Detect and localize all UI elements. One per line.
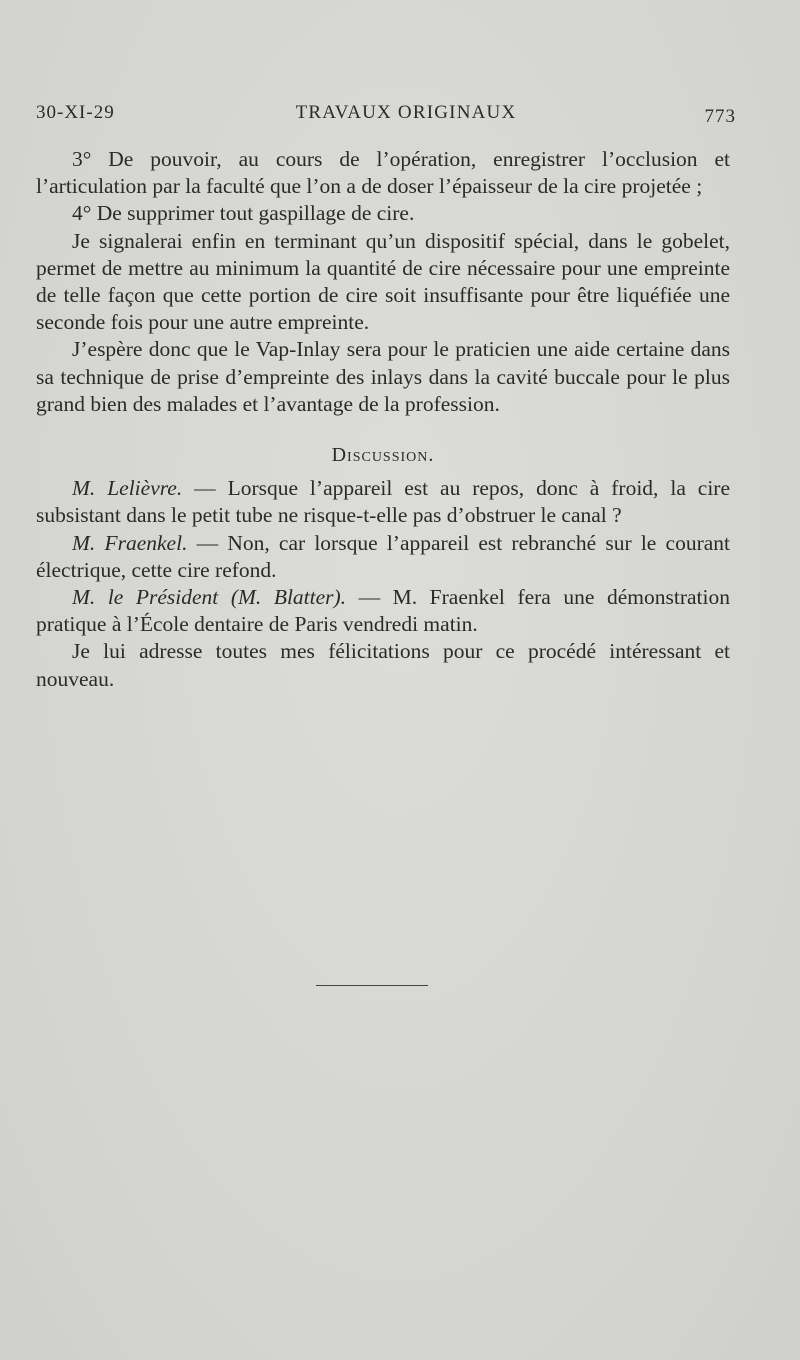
running-header bbox=[36, 100, 736, 130]
page-number: 773 bbox=[704, 106, 736, 127]
exchange-text: — Lorsque l’appareil est au repos, donc à froid, la cire subsistant dans le petit tube ne risque-t-elle pas d’obstruer le canal ? bbox=[36, 476, 730, 528]
paragraph-conclusion: J’espère donc que le Vap-Inlay sera pour le praticien une aide certaine dans sa technique de prise d’empreinte des inlays dans la cavité buccale pour le plus grand bien des malades et l’avantage de la profession. bbox=[36, 337, 730, 416]
paragraph-point-4: 4° De supprimer tout gaspillage de cire. bbox=[72, 201, 415, 226]
discussion-exchange-2 bbox=[36, 530, 730, 584]
paragraph-point-3: 3° De pouvoir, au cours de l’opération, enregistrer l’occlusion et l’articulation par la faculté que l’on a de doser l’épaisseur de la cire projetée ; bbox=[36, 147, 730, 199]
header-section-title: TRAVAUX ORIGINAUX bbox=[295, 102, 517, 123]
header-date: 30-XI-29 bbox=[36, 102, 115, 123]
paragraph-dispositif: Je signalerai enfin en terminant qu’un dispositif spécial, dans le gobelet, permet de mettre au minimum la quantité de cire nécessaire pour une empreinte de telle façon que cette portion de cire soit insuffisante pour être liquéfiée une seconde fois pour une autre empreinte. bbox=[36, 228, 730, 335]
discussion-closing: Je lui adresse toutes mes félicitations pour ce procédé intéressant et nouveau. bbox=[36, 639, 730, 691]
discussion-exchange-3 bbox=[36, 584, 730, 638]
exchange-text: — M. Fraenkel fera une démonstration pratique à l’École dentaire de Paris vendredi matin. bbox=[36, 585, 730, 637]
exchange-text: — Non, car lorsque l’appareil est rebranché sur le courant électrique, cette cire refond. bbox=[36, 530, 730, 582]
speaker-president: M. le Président (M. Blatter). bbox=[72, 585, 347, 610]
speaker-fraenkel: M. Fraenkel. bbox=[72, 530, 188, 555]
discussion-heading: Discussion. bbox=[331, 444, 435, 467]
section-end-rule bbox=[316, 985, 428, 986]
discussion-exchange-1 bbox=[36, 475, 730, 529]
article-body bbox=[36, 146, 730, 693]
speaker-lelievre: M. Lelièvre. bbox=[72, 476, 183, 501]
